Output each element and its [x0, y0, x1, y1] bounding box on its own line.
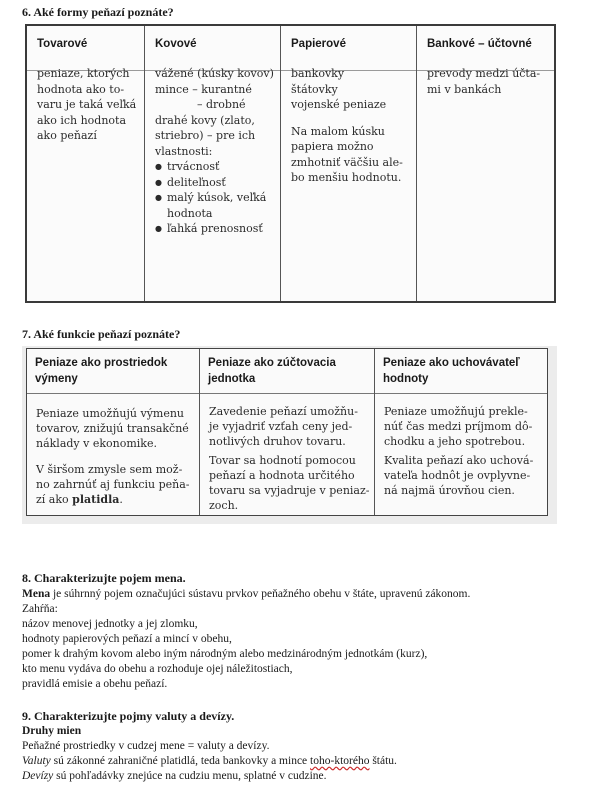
functions-table-frame [26, 348, 548, 516]
column-body [291, 66, 412, 186]
header-line: hodnoty [383, 373, 429, 385]
list-item: ● malý kúsok, veľká [155, 190, 276, 206]
emphasized-term: platidla [72, 493, 120, 506]
text-line: drahé kovy (zlato, [155, 113, 255, 127]
column-body [36, 406, 195, 507]
functions-column-accounting [200, 349, 375, 515]
column-body [209, 404, 370, 513]
defined-term: Valuty [22, 755, 51, 767]
text-line: núť čas medzi príjmom dô- [384, 420, 533, 433]
text-fragment: sú zákonné zahraničné platidlá, teda bankovky a mince [50, 755, 311, 767]
functions-column-store-of-value [375, 349, 547, 515]
text-line: hodnoty papierových peňazí a mincí v obehu, [22, 633, 232, 645]
properties-list [155, 159, 276, 206]
text-line: kto menu vydáva do obehu a rozhoduje ojej náležitostiach, [22, 663, 293, 675]
text-line: náklady v ekonomike. [36, 437, 157, 450]
text-line: ako peňazí [37, 129, 97, 142]
text-line: chodku a jeho spotrebou. [384, 435, 526, 448]
text-line: pomer k drahým kovom alebo iným národným alebo medzinárodným jednotkám (kurz), [22, 648, 428, 660]
text-line: vlastnosti: [155, 144, 213, 158]
text-line: Peniaze umožňujú výmenu [36, 407, 185, 420]
subheading: Druhy mien [22, 725, 82, 737]
defined-term: Mena [22, 588, 51, 600]
text-line: vateľa hodnôt je ovplyvne- [384, 469, 531, 482]
column-header: Kovové [155, 38, 197, 50]
text-line: bankovky [291, 67, 345, 80]
header-line: jednotka [208, 373, 256, 385]
forms-of-money-table [25, 24, 556, 303]
column-header: Papierové [291, 38, 346, 50]
q7-heading: 7. Aké funkcie peňazí poznáte? [22, 327, 181, 341]
column-header [208, 355, 368, 387]
text-line: prevody medzi účta- [427, 67, 541, 80]
spellcheck-marked-word: toho-ktorého [310, 755, 370, 767]
definition-text: je súhrnný pojem označujúci sústavu prvkov peňažného obehu v štáte, upravenú zákonom. [50, 588, 471, 600]
column-body [37, 66, 140, 144]
functions-column-exchange [27, 349, 200, 515]
text-line: hodnota [167, 206, 213, 220]
text-line: Kvalita peňazí ako uchová- [384, 454, 534, 467]
text-line: bo menšiu hodnotu. [291, 171, 402, 184]
text-line: Peňažné prostriedky v cudzej mene = valuty a devízy. [22, 740, 270, 752]
text-line: názov menovej jednotky a jej zlomku, [22, 618, 198, 630]
valuty-line [22, 754, 567, 769]
column-header [35, 355, 193, 387]
list-item: ● deliteľnosť [155, 175, 276, 191]
header-line: výmeny [35, 373, 78, 385]
column-header: Bankové – účtovné [427, 38, 532, 50]
text-line: mi v bankách [427, 82, 502, 96]
text-line: Peniaze umožňujú prekle- [384, 405, 528, 418]
header-line: Peniaze ako zúčtovacia [208, 357, 336, 369]
text-fragment: . [119, 493, 123, 506]
text-line: peniaze, ktorých [37, 67, 130, 80]
text-line: Zavedenie peňazí umožňu- [209, 405, 358, 418]
text-line: – drobné [197, 98, 246, 111]
text-line: notlivých druhov tovaru. [209, 435, 346, 448]
text-line: tovaru sa vyjadruje v peniaz- [209, 484, 370, 497]
text-line: zoch. [209, 499, 239, 512]
header-line: Peniaze ako uchovávateľ [383, 357, 520, 369]
functions-of-money-table [22, 346, 557, 524]
text-line: ná najmä úrovňou cien. [384, 484, 515, 497]
properties-list [155, 221, 276, 237]
text-line: Na malom kúsku [291, 124, 385, 138]
forms-column-paper [281, 26, 417, 301]
list-item: ● ľahká prenosnosť [155, 221, 276, 237]
text-line: tovarov, znižujú transakčné [36, 422, 189, 435]
text-line: zmhotniť väčšiu ale- [291, 155, 403, 169]
forms-column-metal [145, 26, 281, 301]
forms-column-bank [417, 26, 554, 301]
header-line: Peniaze ako prostriedok [35, 357, 168, 369]
text-line: V širšom zmysle sem mož- [36, 463, 183, 476]
text-line: papiera možno [291, 140, 374, 153]
q9-heading: 9. Charakterizujte pojmy valuty a devízy. [22, 709, 235, 723]
text-line: je vyjadriť vzťah ceny jed- [209, 420, 353, 433]
text-line [36, 492, 195, 507]
text-fragment: štátu. [369, 755, 397, 767]
devizy-line [22, 769, 567, 784]
text-line: pravidlá emisie a obehu peňazí. [22, 678, 168, 690]
text-line: varu je taká veľká [37, 98, 137, 111]
text-line: ako ich hodnota [37, 113, 127, 127]
text-line: hodnota ako to- [37, 82, 125, 96]
definition-line [22, 587, 567, 602]
text-line: mince – kurantné [155, 82, 252, 96]
column-body [427, 66, 550, 97]
q9-body [22, 724, 567, 784]
forms-column-commodity [27, 26, 145, 301]
list-item: ● trvácnosť [155, 159, 276, 175]
text-line: vojenské peniaze [291, 98, 387, 111]
column-body [155, 66, 276, 237]
defined-term: Devízy [22, 770, 54, 782]
column-header: Tovarové [37, 38, 88, 50]
text-line: peňazí a hodnota určitého [209, 469, 355, 482]
q8-body [22, 587, 567, 692]
text-line: štátovky [291, 82, 338, 96]
text-fragment: sú pohľadávky znejúce na cudziu menu, splatné v cudzine. [53, 770, 327, 782]
q6-heading: 6. Aké formy peňazí poznáte? [22, 5, 174, 19]
text-line: no zahrnúť aj funkciu peňa- [36, 478, 190, 491]
column-header [383, 355, 541, 387]
q8-heading: 8. Charakterizujte pojem mena. [22, 571, 186, 585]
text-line: Tovar sa hodnotí pomocou [209, 454, 356, 467]
text-line: striebro) – pre ich [155, 129, 256, 142]
text-fragment: zí ako [36, 493, 73, 506]
text-line: Zahŕňa: [22, 603, 58, 615]
column-body [384, 404, 543, 498]
text-line: vážené (kúsky kovov) [155, 67, 274, 80]
